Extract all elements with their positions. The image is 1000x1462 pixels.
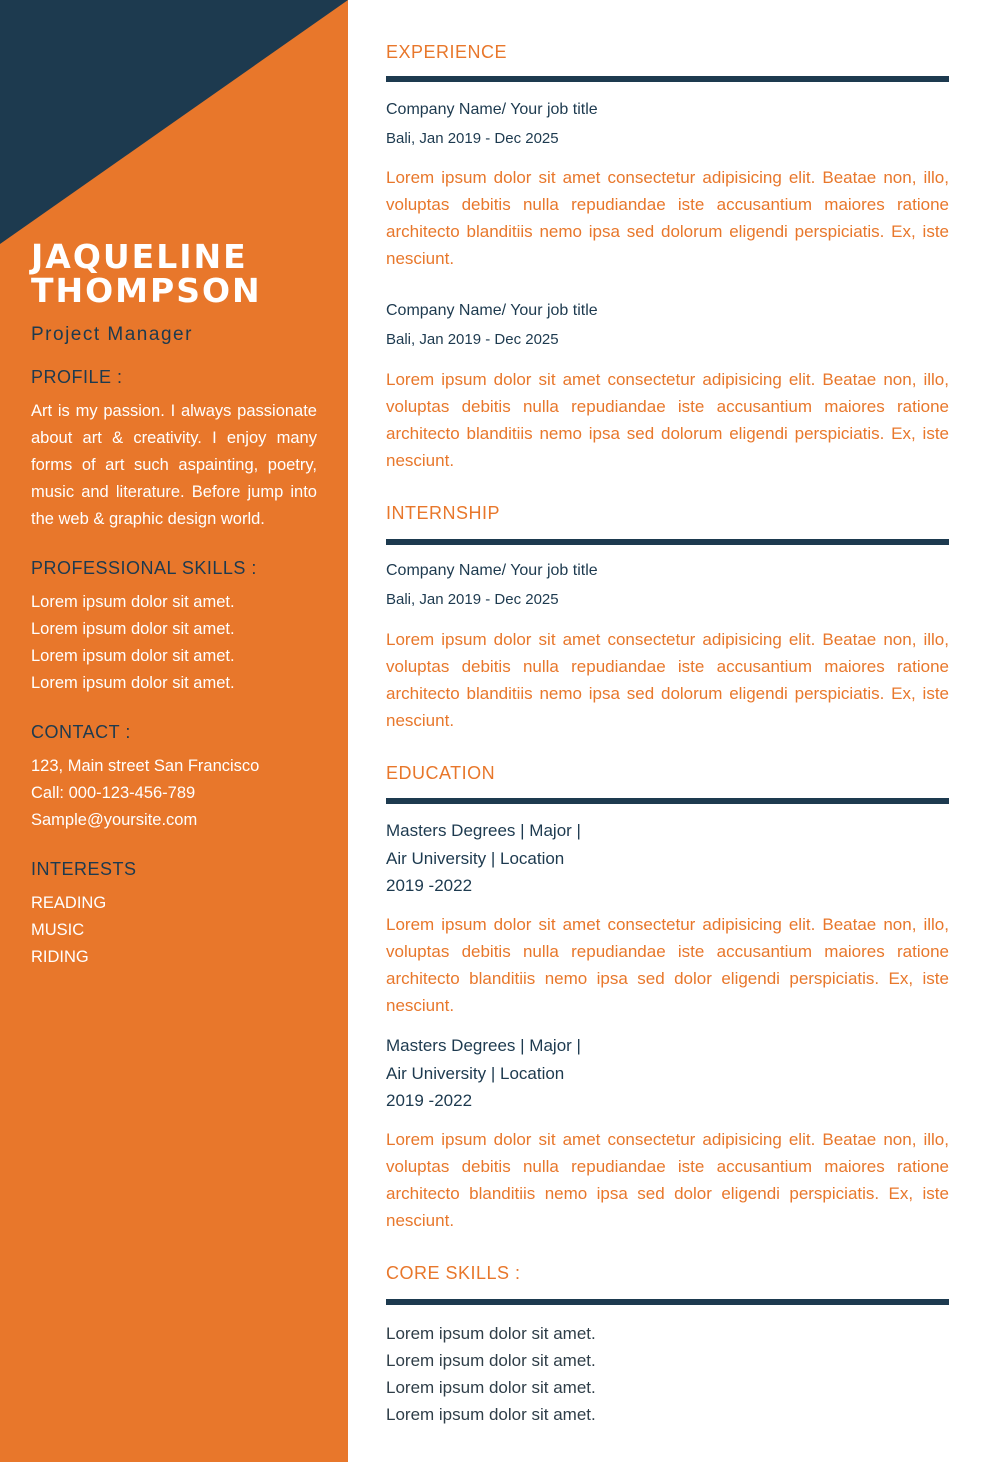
- interest-item: MUSIC: [31, 921, 85, 939]
- core-skill-item: Lorem ipsum dolor sit amet.: [386, 1405, 596, 1424]
- skills-list: [31, 589, 317, 697]
- section-divider: [386, 76, 949, 82]
- name-line-1: JAQUELINE: [31, 237, 248, 276]
- years-line: 2019 -2022: [386, 1091, 473, 1110]
- school-line: Air University | Location: [386, 1064, 565, 1083]
- contact-list: [31, 753, 317, 834]
- name-line-2: THOMPSON: [31, 271, 262, 310]
- school-line: Air University | Location: [386, 849, 565, 868]
- job-date: Bali, Jan 2019 - Dec 2025: [386, 591, 559, 608]
- profile-heading: PROFILE :: [31, 367, 123, 387]
- internship-heading: INTERNSHIP: [386, 503, 501, 523]
- job-date: Bali, Jan 2019 - Dec 2025: [386, 331, 559, 348]
- experience-heading: EXPERIENCE: [386, 42, 508, 62]
- section-divider: [386, 539, 949, 545]
- job-role: Project Manager: [31, 324, 193, 345]
- contact-phone: Call: 000-123-456-789: [31, 784, 196, 802]
- degree-line: Masters Degrees | Major |: [386, 821, 581, 840]
- job-description: Lorem ipsum dolor sit amet consectetur adipisicing elit. Beatae non, illo, voluptas debitis nulla repudiandae iste accusantium maiores ratione architecto blanditiis nemo ipsa sed dolorum eligendi perspiciatis. Ex, iste nesciunt.: [386, 370, 949, 470]
- job-description: Lorem ipsum dolor sit amet consectetur adipisicing elit. Beatae non, illo, voluptas debitis nulla repudiandae iste accusantium maiores ratione architecto blanditiis nemo ipsa sed dolorum eligendi perspiciatis. Ex, iste nesciunt.: [386, 168, 949, 268]
- interests-heading: INTERESTS: [31, 859, 137, 879]
- job-title: Company Name/ Your job title: [386, 562, 598, 579]
- skill-item: Lorem ipsum dolor sit amet.: [31, 620, 235, 638]
- section-divider: [386, 798, 949, 804]
- job-title: Company Name/ Your job title: [386, 302, 598, 319]
- interest-item: READING: [31, 894, 107, 912]
- section-divider: [386, 1299, 949, 1305]
- core-skill-item: Lorem ipsum dolor sit amet.: [386, 1324, 596, 1343]
- core-skills-heading: CORE SKILLS :: [386, 1263, 521, 1283]
- contact-email[interactable]: Sample@yoursite.com: [31, 811, 198, 829]
- job-title: Company Name/ Your job title: [386, 101, 598, 118]
- education-description: Lorem ipsum dolor sit amet consectetur adipisicing elit. Beatae non, illo, voluptas debitis nulla repudiandae iste accusantium maiores ratione architecto blanditiis nemo ipsa sed dolor eligendi perspiciatis. Ex, iste nesciunt.: [386, 1130, 949, 1230]
- core-skill-item: Lorem ipsum dolor sit amet.: [386, 1351, 596, 1370]
- core-skill-item: Lorem ipsum dolor sit amet.: [386, 1378, 596, 1397]
- education-heading: EDUCATION: [386, 763, 496, 783]
- job-date: Bali, Jan 2019 - Dec 2025: [386, 130, 559, 147]
- degree-line: Masters Degrees | Major |: [386, 1036, 581, 1055]
- years-line: 2019 -2022: [386, 876, 473, 895]
- core-skills-list: [386, 1320, 596, 1428]
- interests-list: [31, 890, 317, 971]
- skill-item: Lorem ipsum dolor sit amet.: [31, 674, 235, 692]
- sidebar: [0, 0, 348, 1462]
- profile-text: Art is my passion. I always passionate about art & creativity. I enjoy many forms of art such aspainting, poetry, music and literature. Before jump into the web & graphic design world.: [31, 402, 317, 528]
- candidate-name: [31, 237, 317, 310]
- contact-heading: CONTACT :: [31, 722, 131, 742]
- job-description: Lorem ipsum dolor sit amet consectetur adipisicing elit. Beatae non, illo, voluptas debitis nulla repudiandae iste accusantium maiores ratione architecto blanditiis nemo ipsa sed dolorum eligendi perspiciatis. Ex, iste nesciunt.: [386, 630, 949, 730]
- skill-item: Lorem ipsum dolor sit amet.: [31, 647, 235, 665]
- education-description: Lorem ipsum dolor sit amet consectetur adipisicing elit. Beatae non, illo, voluptas debitis nulla repudiandae iste accusantium maiores ratione architecto blanditiis nemo ipsa sed dolor eligendi perspiciatis. Ex, iste nesciunt.: [386, 915, 949, 1015]
- skill-item: Lorem ipsum dolor sit amet.: [31, 593, 235, 611]
- skills-heading: PROFESSIONAL SKILLS :: [31, 558, 257, 578]
- contact-address: 123, Main street San Francisco: [31, 757, 260, 775]
- corner-triangle: [0, 0, 348, 250]
- interest-item: RIDING: [31, 948, 89, 966]
